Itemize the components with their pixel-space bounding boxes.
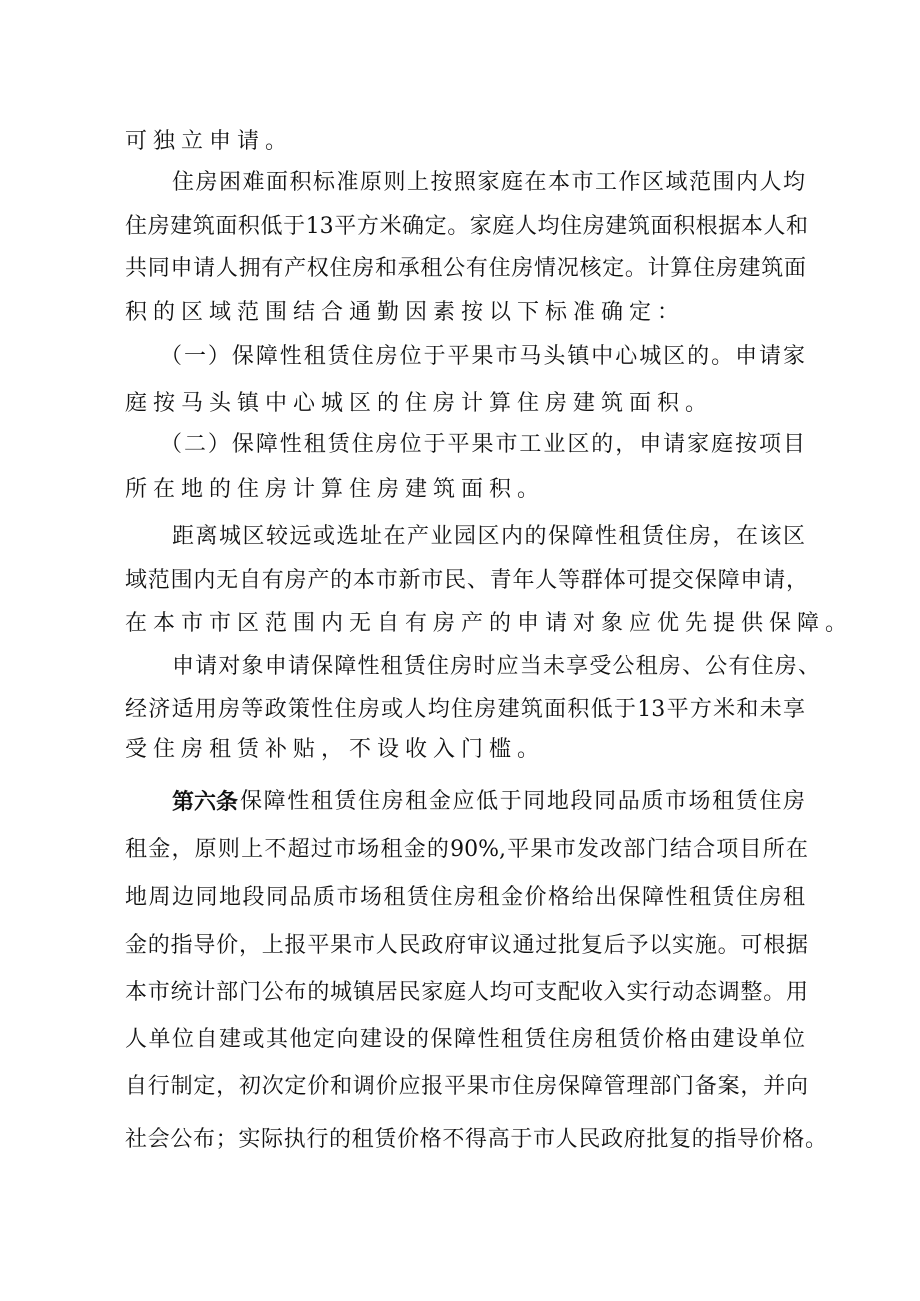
text-line: 住房建筑面积低于13平方米确定。家庭人均住房建筑面积根据本人和 <box>125 214 808 239</box>
text-line: 庭按马头镇中心城区的住房计算住房建筑面积。 <box>125 391 714 416</box>
text-line: 金的指导价，上报平果市人民政府审议通过批复后予以实施。可根据 <box>125 933 808 958</box>
text-line: 积的区域范围结合通勤因素按以下标准确定： <box>125 300 686 325</box>
text-line: 共同申请人拥有产权住房和承租公有住房情况核定。计算住房建筑面 <box>125 256 806 281</box>
text-line: 在本市市区范围内无自有房产的申请对象应优先提供保障。 <box>125 611 854 636</box>
text-line: 可独立申请。 <box>125 129 294 154</box>
text-line: 租金，原则上不超过市场租金的90%,平果市发改部门结合项目所在 <box>125 837 808 862</box>
text-line: 域范围内无自有房产的本市新市民、青年人等群体可提交保障申请， <box>125 568 808 593</box>
text-line: 地周边同地段同品质市场租赁住房租金价格给出保障性租赁住房租 <box>125 885 805 910</box>
text-line: （二）保障性租赁住房位于平果市工业区的，申请家庭按项目 <box>160 432 805 457</box>
text-line: 自行制定，初次定价和调价应报平果市住房保障管理部门备案，并向 <box>125 1074 808 1099</box>
text-line: 住房困难面积标准原则上按照家庭在本市工作区域范围内人均 <box>172 170 805 195</box>
text-line: 申请对象申请保障性租赁住房时应当未享受公租房、公有住房、 <box>172 654 820 679</box>
text-line: 社会公布；实际执行的租赁价格不得高于市人民政府批复的指导价格。 <box>125 1127 827 1152</box>
text-line: 受住房租赁补贴，不设收入门槛。 <box>125 737 546 762</box>
text-line: 本市统计部门公布的城镇居民家庭人均可支配收入实行动态调整。用 <box>125 980 808 1005</box>
article-label: 第六条 <box>172 789 239 815</box>
text-line: （一）保障性租赁住房位于平果市马头镇中心城区的。申请家 <box>160 344 805 369</box>
text-line: 保障性租赁住房租金应低于同地段同品质市场租赁住房 <box>240 789 805 814</box>
text-line: 经济适用房等政策性住房或人均住房建筑面积低于13平方米和未享 <box>125 697 805 722</box>
text-line: 距离城区较远或选址在产业园区内的保障性租赁住房，在该区 <box>172 524 805 549</box>
text-line: 所在地的住房计算住房建筑面积。 <box>125 477 546 502</box>
text-line: 人单位自建或其他定向建设的保障性租赁住房租赁价格由建设单位 <box>125 1027 805 1052</box>
